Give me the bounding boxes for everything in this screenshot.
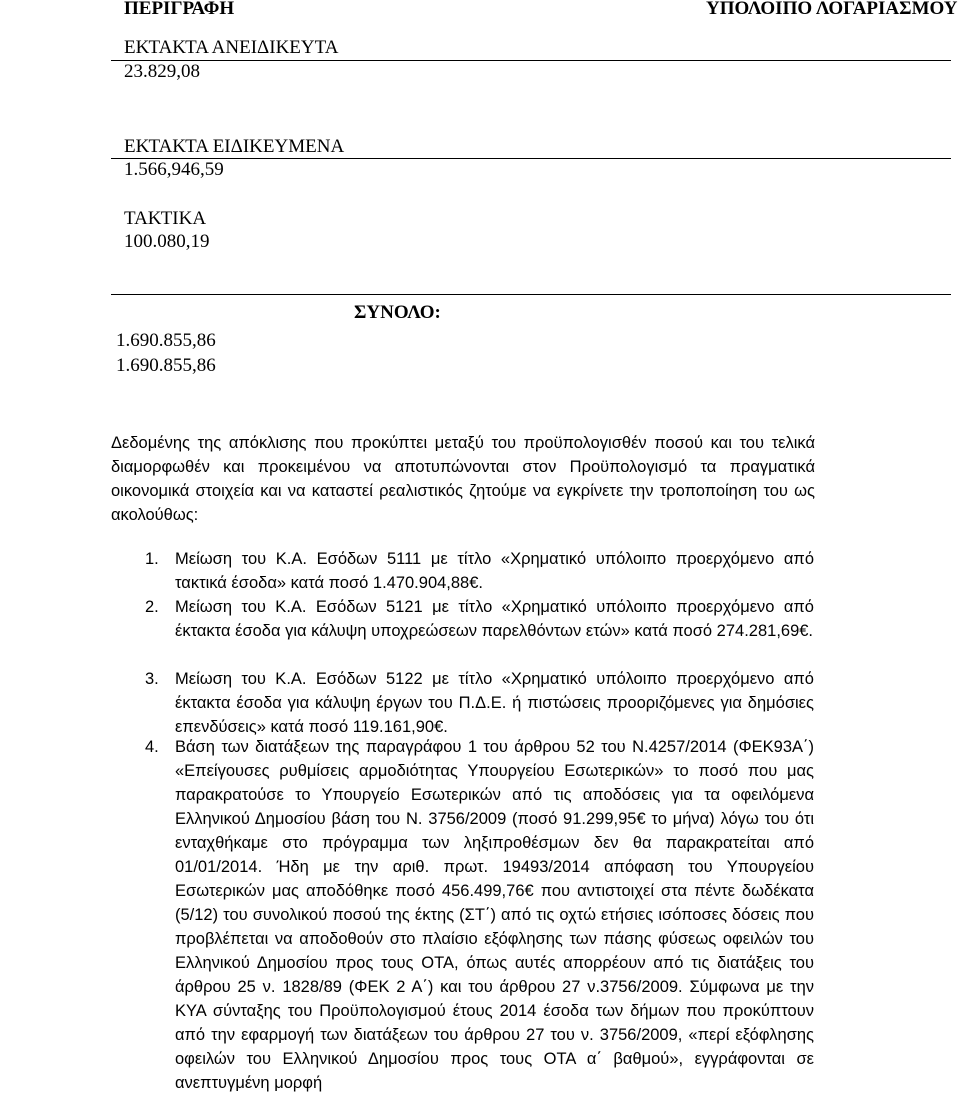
row-amount-regular: 100.080,19 [124, 231, 210, 252]
list-item-number: 3. [145, 670, 159, 688]
intro-paragraph-text: Δεδομένης της απόκλισης που προκύπτει μεταξύ του προϋπολογισθέν ποσού και του τελικά διαμορφωθέν και προκειμένου να αποτυπώνονται στον Προϋπολογισμό τα πραγματικά οικονομικά στοιχεία και να καταστεί ρεαλιστικός ζητούμε να εγκρίνετε την τροποποίηση του ως ακολούθως: [111, 434, 815, 524]
total-label: ΣΥΝΟΛΟ: [354, 302, 441, 323]
list-item-text: Βάση των διατάξεων της παραγράφου 1 του άρθρου 52 του Ν.4257/2014 (ΦΕΚ93Α΄) «Επείγουσες ρυθμίσεις αρμοδιότητας Υπουργείου Εσωτερικών» το ποσό που μας παρακρατούσε το Υπουργείο Εσωτερικών από τις αποδόσεις για τα οφειλόμενα Ελληνικού Δημοσίου βάση του Ν. 3756/2009 (ποσό 91.299,95€ το μήνα) λόγω του ότι ενταχθήκαμε στο πρόγραμμα των ληξιπροθέσμων δεν θα παρακρατείται από 01/01/2014. Ήδη με την αριθ. πρωτ. 19493/2014 απόφαση του Υπουργείου Εσωτερικών μας αποδόθηκε ποσό 456.499,76€ που αντιστοιχεί στα πέντε δωδέκατα (5/12) του συνολικού ποσού της έκτης (ΣΤ΄) από τις οχτώ ετήσιες ισόποσες δόσεις που προβλέπεται να αποδοθούν στο πλαίσιο εξόφλησης των πάσης φύσεως οφειλών του Ελληνικού Δημοσίου προς τους ΟΤΑ, όπως αυτές απορρέουν από τις διατάξεις του άρθρου 25 ν. 1828/89 (ΦΕΚ 2 Α΄) και του άρθρου 27 ν.3756/2009. Σύμφωνα με την ΚΥΑ σύνταξης του Προϋπολογισμού έτους 2014 έσοδα των δήμων που προκύπτουν από την εφαρμογή των διατάξεων του άρθρου 27 του ν. 3756/2009, «περί εξόφλησης οφειλών του Ελληνικού Δημοσίου προς τους ΟΤΑ α΄ βαθμού», εγγράφονται σε ανεπτυγμένη μορφή [175, 738, 814, 1092]
row-amount-extraordinary-unspecified: 23.829,08 [124, 61, 200, 82]
column-header-description: ΠΕΡΙΓΡΑΦΗ [124, 0, 235, 19]
row-label-extraordinary-unspecified: ΕΚΤΑΚΤΑ ΑΝΕΙΔΙΚΕΥΤΑ [124, 37, 339, 58]
list-item-text: Μείωση του Κ.Α. Εσόδων 5111 με τίτλο «Χρηματικό υπόλοιπο προερχόμενο από τακτικά έσοδα» κατά ποσό 1.470.904,88€. [175, 550, 814, 592]
list-item-number: 2. [145, 598, 159, 616]
list-item-text: Μείωση του Κ.Α. Εσόδων 5122 με τίτλο «Χρηματικό υπόλοιπο προερχόμενο από έκτακτα έσοδα για κάλυψη έργων του Π.Δ.Ε. ή πιστώσεις προοριζόμενες για δημόσιες επενδύσεις» κατά ποσό 119.161,90€. [175, 670, 814, 736]
list-item-number: 1. [145, 550, 159, 568]
list-item [145, 735, 814, 1095]
list-item [145, 667, 814, 739]
divider [111, 294, 951, 295]
divider [111, 60, 951, 61]
list-item-text: Μείωση του Κ.Α. Εσόδων 5121 με τίτλο «Χρηματικό υπόλοιπο προερχόμενο από έκτακτα έσοδα για κάλυψη υποχρεώσεων παρελθόντων ετών» κατά ποσό 274.281,69€. [175, 598, 814, 640]
list-item [145, 547, 814, 595]
row-amount-extraordinary-specified: 1.566,946,59 [124, 159, 224, 180]
total-amount-repeat: 1.690.855,86 [116, 355, 216, 376]
total-amount: 1.690.855,86 [116, 330, 216, 351]
column-header-account-balance: ΥΠΟΛΟΙΠΟ ΛΟΓΑΡΙΑΣΜΟΥ [706, 0, 958, 19]
list-item [145, 595, 814, 643]
intro-paragraph [111, 431, 815, 527]
list-item-number: 4. [145, 738, 159, 756]
row-label-regular: ΤΑΚΤΙΚΑ [124, 208, 207, 229]
row-label-extraordinary-specified: ΕΚΤΑΚΤΑ ΕΙΔΙΚΕΥΜΕΝΑ [124, 136, 345, 157]
divider [111, 158, 951, 159]
